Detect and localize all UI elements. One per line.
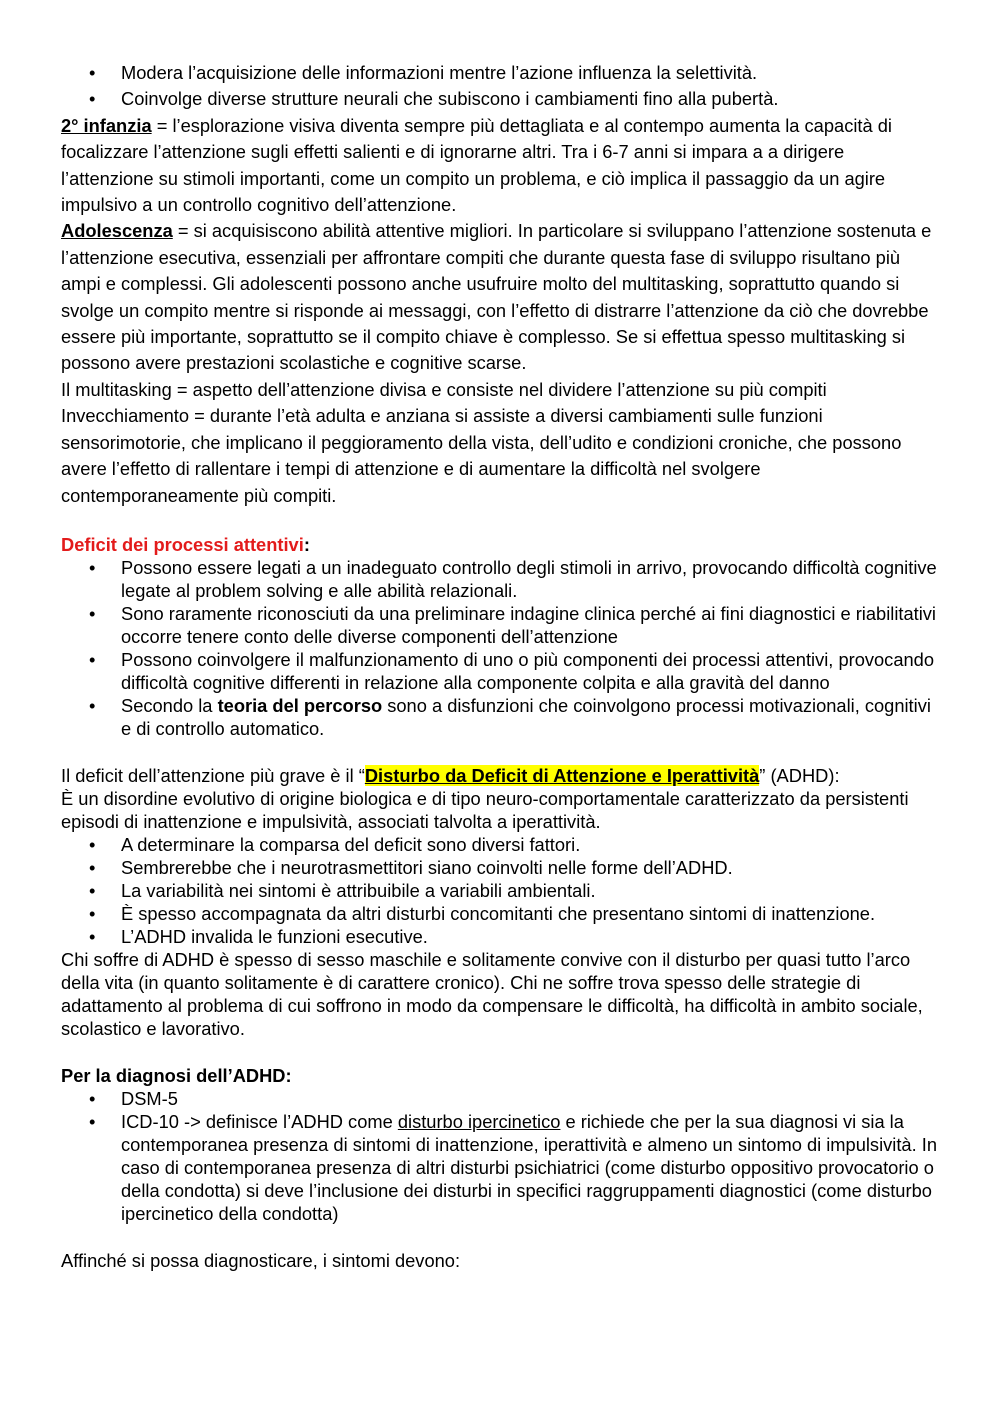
diagnosi-heading: Per la diagnosi dell’ADHD: — [61, 1064, 292, 1086]
list-item: • Modera l’acquisizione delle informazioni mentre l’azione influenza la selettività. — [61, 60, 938, 86]
list-item-text: Secondo la — [121, 694, 218, 716]
list-item-text: ICD-10 -> definisce l’ADHD come — [121, 1110, 398, 1132]
adhd-intro-text: ” (ADHD): — [759, 764, 840, 786]
section-gap — [61, 1225, 938, 1249]
deficit-heading — [61, 533, 938, 556]
multitasking-paragraph: Il multitasking = aspetto dell’attenzione divisa e consiste nel dividere l’attenzione su più compiti — [61, 378, 827, 400]
list-item: • Possono essere legati a un inadeguato controllo degli stimoli in arrivo, provocando difficoltà cognitive legate al problem solving e alle abilità relazionali. — [61, 556, 938, 602]
list-item: • Sono raramente riconosciuti da una preliminare indagine clinica perché ai fini diagnostici e riabilitativi occorre tenere conto delle diverse componenti dell’attenzione — [61, 602, 938, 648]
adhd-bullet-list — [61, 833, 938, 948]
section-gap — [61, 740, 938, 764]
infanzia-term: 2° infanzia — [61, 114, 152, 136]
infanzia-text: = l’esplorazione visiva diventa sempre più dettagliata e al contempo aumenta la capacità di focalizzare l’attenzione sugli effetti salienti e di ignorarne altri. Tra i 6-7 anni si impara a a dirigere l’attenzione su stimoli importanti, come un compito un problema, e ciò implica il passaggio da un agire impulsivo a un controllo cognitivo dell’attenzione. — [61, 114, 892, 216]
adolescenza-paragraph — [61, 218, 938, 376]
adhd-closing-paragraph: Chi soffre di ADHD è spesso di sesso maschile e solitamente convive con il disturbo per quasi tutto l’arco della vita (in quanto solitamente è di carattere cronico). Chi ne soffre trova spesso delle strategie di adattamento al problema di cui soffrono in modo da compensare le difficoltà, ha difficoltà in ambito sociale, scolastico e lavorativo. — [61, 948, 923, 1039]
list-item: • È spesso accompagnata da altri disturbi concomitanti che presentano sintomi di inattenzione. — [61, 902, 938, 925]
list-item — [61, 694, 938, 740]
adolescenza-term: Adolescenza — [61, 220, 173, 242]
list-item-text: e richiede che per la sua diagnosi vi sia la contemporanea presenza di sintomi di inattenzione, iperattività e almeno un sintomo di impulsività. In caso di contemporanea presenza di altri disturbi psichiatrici (come disturbo oppositivo provocatorio o della condotta) si deve l’inclusione dei disturbi in specifici raggruppamenti diagnostici (come disturbo ipercinetico della condotta) — [121, 1110, 937, 1224]
adhd-description: È un disordine evolutivo di origine biologica e di tipo neuro-comportamentale caratterizzato da persistenti episodi di inattenzione e impulsività, associati talvolta a iperattività. — [61, 787, 909, 832]
adhd-intro-text: Il deficit dell’attenzione più grave è il “ — [61, 764, 365, 786]
adhd-intro — [61, 764, 938, 787]
section-gap — [61, 509, 938, 533]
section-gap — [61, 1040, 938, 1064]
list-item: • Sembrerebbe che i neurotrasmettitori siano coinvolti nelle forme dell’ADHD. — [61, 856, 938, 879]
list-item: • DSM-5 — [61, 1087, 938, 1110]
list-item — [61, 1110, 938, 1225]
deficit-heading-text: Deficit dei processi attentivi — [61, 533, 304, 555]
adhd-highlighted-term: Disturbo da Deficit di Attenzione e Iperattività — [364, 764, 760, 786]
infanzia-paragraph — [61, 113, 938, 219]
list-item: • A determinare la comparsa del deficit sono diversi fattori. — [61, 833, 938, 856]
final-line: Affinché si possa diagnosticare, i sintomi devono: — [61, 1249, 461, 1271]
list-item: • La variabilità nei sintomi è attribuibile a variabili ambientali. — [61, 879, 938, 902]
development-bullet-list — [61, 60, 938, 113]
deficit-heading-colon: : — [303, 533, 310, 555]
list-item: • L’ADHD invalida le funzioni esecutive. — [61, 925, 938, 948]
deficit-bullet-list — [61, 556, 938, 740]
teoria-del-percorso-term: teoria del percorso — [217, 694, 383, 716]
adolescenza-text: = si acquisiscono abilità attentive migliori. In particolare si sviluppano l’attenzione sostenuta e l’attenzione esecutiva, essenziali per affrontare compiti che durante questa fase di sviluppo risultano più ampi e complessi. Gli adolescenti possono anche usufruire molto del multitasking, soprattutto quando si svolge un compito mentre si risponde ai messaggi, con l’effetto di distrarre l’attenzione da ciò che dovrebbe essere più importante, soprattutto se il compito chiave è complesso. Se si effettua spesso multitasking si possono avere prestazioni scolastiche e cognitive scarse. — [61, 220, 932, 374]
invecchiamento-paragraph: Invecchiamento = durante l’età adulta e anziana si assiste a diversi cambiamenti sulle funzioni sensorimotorie, che implicano il peggioramento della vista, dell’udito e condizioni croniche, che possono avere l’effetto di rallentare i tempi di attenzione e di aumentare la difficoltà nel svolgere contemporaneamente più compiti. — [61, 405, 902, 506]
disturbo-ipercinetico-term: disturbo ipercinetico — [397, 1110, 561, 1132]
list-item: • Coinvolge diverse strutture neurali che subiscono i cambiamenti fino alla pubertà. — [61, 86, 938, 112]
list-item-text: sono a disfunzioni che coinvolgono processi motivazionali, cognitivi e di controllo automatico. — [121, 694, 931, 739]
list-item: • Possono coinvolgere il malfunzionamento di uno o più componenti dei processi attentivi, provocando difficoltà cognitive differenti in relazione alla componente colpita e alla gravità del danno — [61, 648, 938, 694]
diagnosi-bullet-list — [61, 1087, 938, 1225]
